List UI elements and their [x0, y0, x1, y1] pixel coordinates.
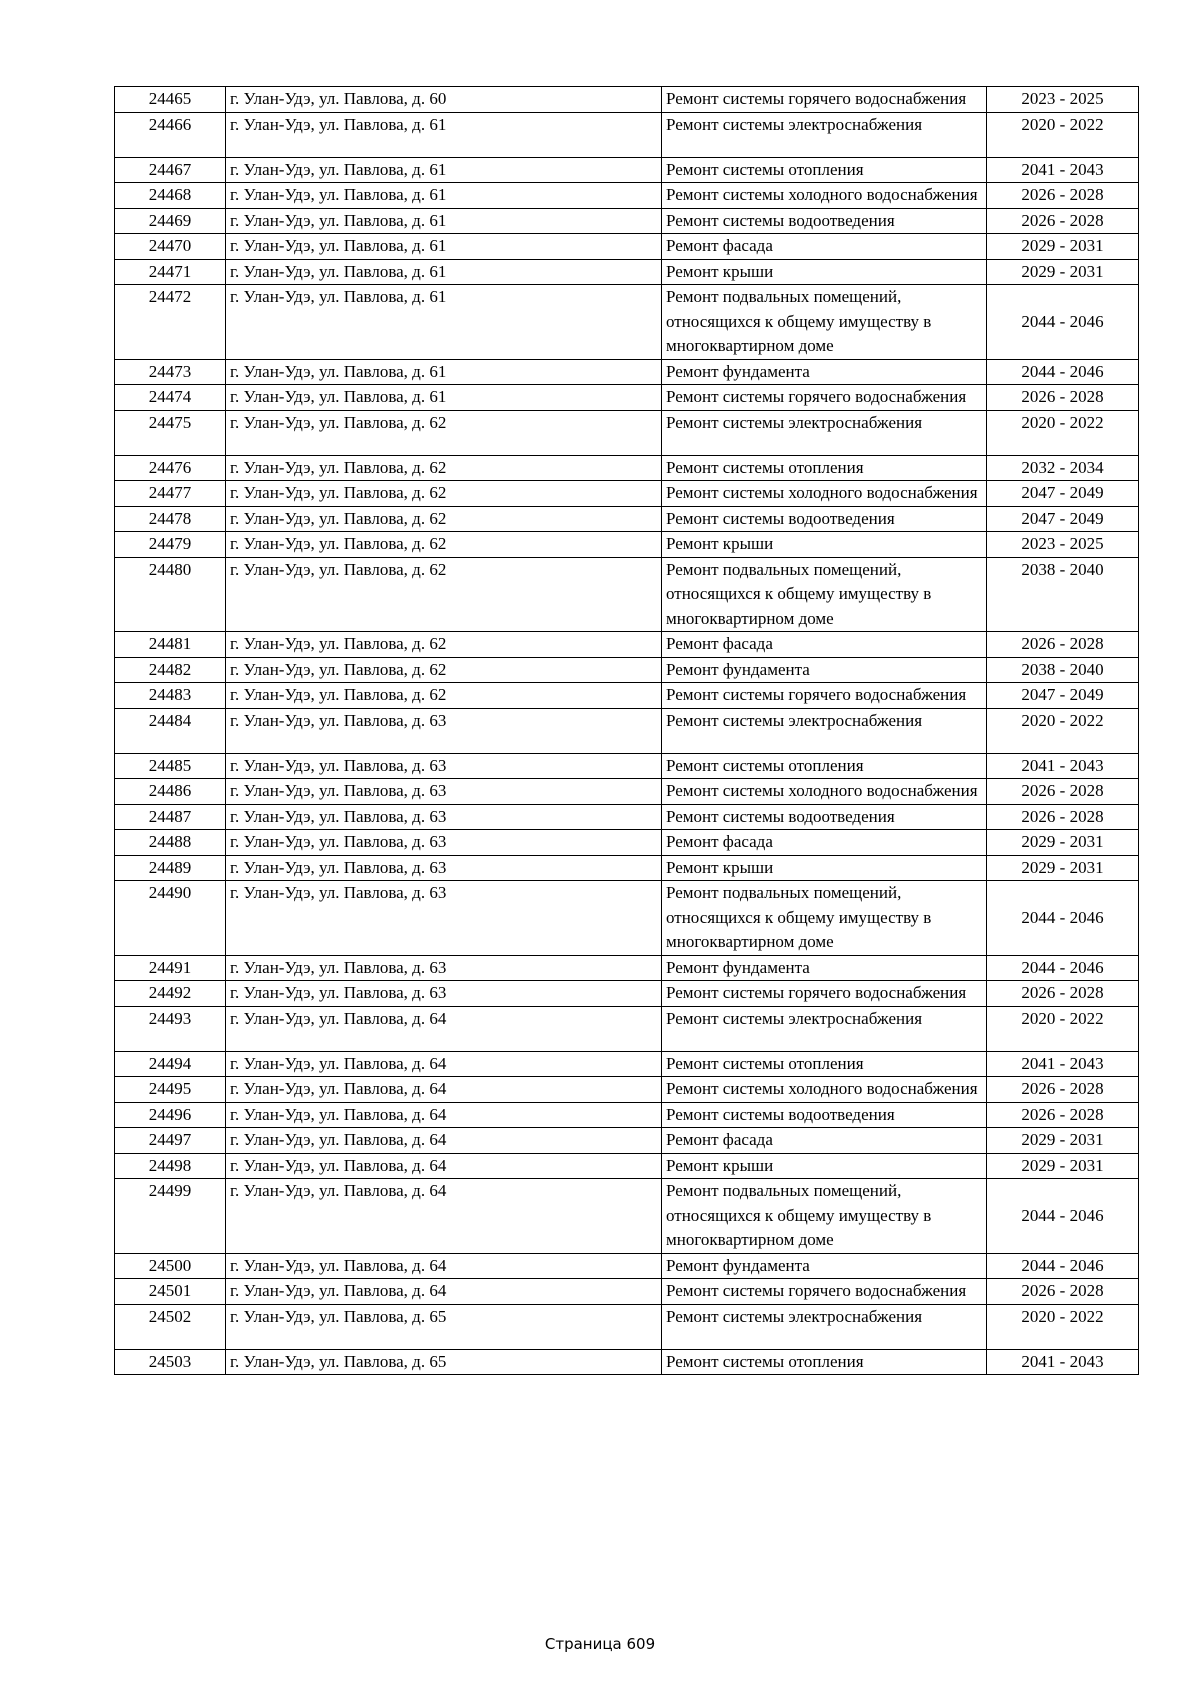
period-cell: 2020 - 2022: [987, 708, 1139, 753]
period-cell: 2044 - 2046: [987, 285, 1139, 360]
period-cell: 2044 - 2046: [987, 881, 1139, 956]
work-type-cell: Ремонт системы холодного водоснабжения: [662, 1077, 987, 1103]
address-cell: г. Улан-Удэ, ул. Павлова, д. 62: [226, 657, 662, 683]
work-type-cell: Ремонт фасада: [662, 632, 987, 658]
table-row: [115, 183, 1139, 209]
row-number-cell: 24490: [115, 881, 226, 956]
work-type-cell: Ремонт подвальных помещений, относящихся к общему имуществу в многоквартирном доме: [662, 285, 987, 360]
table-row: [115, 532, 1139, 558]
row-number-cell: 24495: [115, 1077, 226, 1103]
address-cell: г. Улан-Удэ, ул. Павлова, д. 64: [226, 1077, 662, 1103]
address-cell: г. Улан-Удэ, ул. Павлова, д. 62: [226, 506, 662, 532]
work-type-cell: Ремонт системы холодного водоснабжения: [662, 779, 987, 805]
row-number-cell: 24483: [115, 683, 226, 709]
work-type-cell: Ремонт системы отопления: [662, 1051, 987, 1077]
period-cell: 2041 - 2043: [987, 1051, 1139, 1077]
address-cell: г. Улан-Удэ, ул. Павлова, д. 63: [226, 830, 662, 856]
period-cell: 2044 - 2046: [987, 1253, 1139, 1279]
work-type-cell: Ремонт системы отопления: [662, 753, 987, 779]
table-row: [115, 1102, 1139, 1128]
row-number-cell: 24473: [115, 359, 226, 385]
address-cell: г. Улан-Удэ, ул. Павлова, д. 65: [226, 1349, 662, 1375]
address-cell: г. Улан-Удэ, ул. Павлова, д. 63: [226, 804, 662, 830]
work-type-cell: Ремонт фасада: [662, 234, 987, 260]
address-cell: г. Улан-Удэ, ул. Павлова, д. 64: [226, 1006, 662, 1051]
period-cell: 2026 - 2028: [987, 1102, 1139, 1128]
row-number-cell: 24496: [115, 1102, 226, 1128]
address-cell: г. Улан-Удэ, ул. Павлова, д. 61: [226, 112, 662, 157]
work-type-cell: Ремонт подвальных помещений, относящихся к общему имуществу в многоквартирном доме: [662, 557, 987, 632]
row-number-cell: 24491: [115, 955, 226, 981]
table-row: [115, 830, 1139, 856]
table-row: [115, 208, 1139, 234]
row-number-cell: 24468: [115, 183, 226, 209]
work-type-cell: Ремонт крыши: [662, 532, 987, 558]
period-cell: 2026 - 2028: [987, 632, 1139, 658]
table-row: [115, 1279, 1139, 1305]
period-cell: 2020 - 2022: [987, 410, 1139, 455]
table-row: [115, 557, 1139, 632]
table-row: [115, 632, 1139, 658]
table-row: [115, 1153, 1139, 1179]
row-number-cell: 24470: [115, 234, 226, 260]
table-row: [115, 285, 1139, 360]
period-cell: 2047 - 2049: [987, 506, 1139, 532]
table-row: [115, 234, 1139, 260]
period-cell: 2020 - 2022: [987, 1006, 1139, 1051]
period-cell: 2029 - 2031: [987, 830, 1139, 856]
period-cell: 2026 - 2028: [987, 779, 1139, 805]
work-type-cell: Ремонт системы горячего водоснабжения: [662, 1279, 987, 1305]
address-cell: г. Улан-Удэ, ул. Павлова, д. 65: [226, 1304, 662, 1349]
row-number-cell: 24502: [115, 1304, 226, 1349]
address-cell: г. Улан-Удэ, ул. Павлова, д. 62: [226, 481, 662, 507]
table-row: [115, 506, 1139, 532]
work-type-cell: Ремонт системы холодного водоснабжения: [662, 481, 987, 507]
period-cell: 2041 - 2043: [987, 1349, 1139, 1375]
row-number-cell: 24476: [115, 455, 226, 481]
work-type-cell: Ремонт крыши: [662, 1153, 987, 1179]
table-row: [115, 1128, 1139, 1154]
period-cell: 2041 - 2043: [987, 157, 1139, 183]
work-type-cell: Ремонт фасада: [662, 1128, 987, 1154]
period-cell: 2044 - 2046: [987, 955, 1139, 981]
row-number-cell: 24499: [115, 1179, 226, 1254]
row-number-cell: 24477: [115, 481, 226, 507]
work-type-cell: Ремонт системы горячего водоснабжения: [662, 87, 987, 113]
table-row: [115, 1077, 1139, 1103]
row-number-cell: 24481: [115, 632, 226, 658]
row-number-cell: 24485: [115, 753, 226, 779]
table-row: [115, 708, 1139, 753]
work-type-cell: Ремонт системы горячего водоснабжения: [662, 385, 987, 411]
row-number-cell: 24486: [115, 779, 226, 805]
work-type-cell: Ремонт подвальных помещений, относящихся к общему имуществу в многоквартирном доме: [662, 881, 987, 956]
table-row: [115, 683, 1139, 709]
row-number-cell: 24479: [115, 532, 226, 558]
work-type-cell: Ремонт системы горячего водоснабжения: [662, 683, 987, 709]
row-number-cell: 24500: [115, 1253, 226, 1279]
row-number-cell: 24478: [115, 506, 226, 532]
table-row: [115, 385, 1139, 411]
address-cell: г. Улан-Удэ, ул. Павлова, д. 60: [226, 87, 662, 113]
row-number-cell: 24503: [115, 1349, 226, 1375]
period-cell: 2029 - 2031: [987, 1153, 1139, 1179]
table-row: [115, 1179, 1139, 1254]
address-cell: г. Улан-Удэ, ул. Павлова, д. 62: [226, 632, 662, 658]
address-cell: г. Улан-Удэ, ул. Павлова, д. 61: [226, 259, 662, 285]
address-cell: г. Улан-Удэ, ул. Павлова, д. 62: [226, 532, 662, 558]
period-cell: 2047 - 2049: [987, 683, 1139, 709]
row-number-cell: 24497: [115, 1128, 226, 1154]
work-type-cell: Ремонт системы водоотведения: [662, 804, 987, 830]
work-type-cell: Ремонт системы отопления: [662, 157, 987, 183]
address-cell: г. Улан-Удэ, ул. Павлова, д. 61: [226, 157, 662, 183]
address-cell: г. Улан-Удэ, ул. Павлова, д. 64: [226, 1102, 662, 1128]
table-row: [115, 855, 1139, 881]
work-type-cell: Ремонт фундамента: [662, 657, 987, 683]
row-number-cell: 24487: [115, 804, 226, 830]
address-cell: г. Улан-Удэ, ул. Павлова, д. 62: [226, 455, 662, 481]
row-number-cell: 24489: [115, 855, 226, 881]
address-cell: г. Улан-Удэ, ул. Павлова, д. 63: [226, 881, 662, 956]
work-type-cell: Ремонт системы электроснабжения: [662, 1006, 987, 1051]
work-type-cell: Ремонт системы водоотведения: [662, 506, 987, 532]
address-cell: г. Улан-Удэ, ул. Павлова, д. 62: [226, 683, 662, 709]
period-cell: 2026 - 2028: [987, 1279, 1139, 1305]
period-cell: 2020 - 2022: [987, 112, 1139, 157]
table-row: [115, 259, 1139, 285]
work-type-cell: Ремонт системы отопления: [662, 1349, 987, 1375]
work-type-cell: Ремонт системы водоотведения: [662, 1102, 987, 1128]
table-row: [115, 955, 1139, 981]
address-cell: г. Улан-Удэ, ул. Павлова, д. 63: [226, 955, 662, 981]
row-number-cell: 24467: [115, 157, 226, 183]
period-cell: 2047 - 2049: [987, 481, 1139, 507]
table-row: [115, 455, 1139, 481]
work-type-cell: Ремонт фундамента: [662, 359, 987, 385]
row-number-cell: 24488: [115, 830, 226, 856]
address-cell: г. Улан-Удэ, ул. Павлова, д. 63: [226, 779, 662, 805]
work-type-cell: Ремонт системы холодного водоснабжения: [662, 183, 987, 209]
address-cell: г. Улан-Удэ, ул. Павлова, д. 64: [226, 1279, 662, 1305]
table-row: [115, 753, 1139, 779]
row-number-cell: 24498: [115, 1153, 226, 1179]
work-type-cell: Ремонт системы электроснабжения: [662, 112, 987, 157]
work-type-cell: Ремонт системы электроснабжения: [662, 708, 987, 753]
address-cell: г. Улан-Удэ, ул. Павлова, д. 61: [226, 208, 662, 234]
address-cell: г. Улан-Удэ, ул. Павлова, д. 64: [226, 1051, 662, 1077]
period-cell: 2041 - 2043: [987, 753, 1139, 779]
address-cell: г. Улан-Удэ, ул. Павлова, д. 63: [226, 981, 662, 1007]
row-number-cell: 24482: [115, 657, 226, 683]
work-type-cell: Ремонт фундамента: [662, 955, 987, 981]
works-table: [114, 86, 1139, 1375]
row-number-cell: 24494: [115, 1051, 226, 1077]
row-number-cell: 24465: [115, 87, 226, 113]
period-cell: 2026 - 2028: [987, 1077, 1139, 1103]
address-cell: г. Улан-Удэ, ул. Павлова, д. 64: [226, 1153, 662, 1179]
page-number: Страница 609: [544, 1635, 656, 1653]
work-type-cell: Ремонт крыши: [662, 855, 987, 881]
period-cell: 2026 - 2028: [987, 208, 1139, 234]
address-cell: г. Улан-Удэ, ул. Павлова, д. 62: [226, 410, 662, 455]
address-cell: г. Улан-Удэ, ул. Павлова, д. 63: [226, 708, 662, 753]
period-cell: 2023 - 2025: [987, 87, 1139, 113]
period-cell: 2038 - 2040: [987, 557, 1139, 632]
period-cell: 2026 - 2028: [987, 981, 1139, 1007]
works-table-body: [115, 87, 1139, 1375]
work-type-cell: Ремонт фасада: [662, 830, 987, 856]
row-number-cell: 24469: [115, 208, 226, 234]
table-row: [115, 804, 1139, 830]
work-type-cell: Ремонт системы электроснабжения: [662, 1304, 987, 1349]
period-cell: 2029 - 2031: [987, 855, 1139, 881]
address-cell: г. Улан-Удэ, ул. Павлова, д. 64: [226, 1253, 662, 1279]
period-cell: 2020 - 2022: [987, 1304, 1139, 1349]
table-row: [115, 981, 1139, 1007]
row-number-cell: 24493: [115, 1006, 226, 1051]
address-cell: г. Улан-Удэ, ул. Павлова, д. 61: [226, 183, 662, 209]
period-cell: 2044 - 2046: [987, 359, 1139, 385]
table-row: [115, 359, 1139, 385]
work-type-cell: Ремонт фундамента: [662, 1253, 987, 1279]
address-cell: г. Улан-Удэ, ул. Павлова, д. 61: [226, 359, 662, 385]
row-number-cell: 24484: [115, 708, 226, 753]
row-number-cell: 24480: [115, 557, 226, 632]
table-row: [115, 1051, 1139, 1077]
period-cell: 2026 - 2028: [987, 183, 1139, 209]
table-row: [115, 779, 1139, 805]
row-number-cell: 24492: [115, 981, 226, 1007]
row-number-cell: 24474: [115, 385, 226, 411]
table-row: [115, 87, 1139, 113]
table-row: [115, 1304, 1139, 1349]
table-row: [115, 481, 1139, 507]
period-cell: 2029 - 2031: [987, 259, 1139, 285]
work-type-cell: Ремонт системы отопления: [662, 455, 987, 481]
period-cell: 2044 - 2046: [987, 1179, 1139, 1254]
period-cell: 2029 - 2031: [987, 1128, 1139, 1154]
work-type-cell: Ремонт крыши: [662, 259, 987, 285]
work-type-cell: Ремонт системы горячего водоснабжения: [662, 981, 987, 1007]
row-number-cell: 24475: [115, 410, 226, 455]
table-row: [115, 1349, 1139, 1375]
address-cell: г. Улан-Удэ, ул. Павлова, д. 63: [226, 753, 662, 779]
work-type-cell: Ремонт подвальных помещений, относящихся к общему имуществу в многоквартирном доме: [662, 1179, 987, 1254]
period-cell: 2029 - 2031: [987, 234, 1139, 260]
address-cell: г. Улан-Удэ, ул. Павлова, д. 64: [226, 1179, 662, 1254]
period-cell: 2026 - 2028: [987, 385, 1139, 411]
table-row: [115, 410, 1139, 455]
address-cell: г. Улан-Удэ, ул. Павлова, д. 62: [226, 557, 662, 632]
address-cell: г. Улан-Удэ, ул. Павлова, д. 64: [226, 1128, 662, 1154]
row-number-cell: 24501: [115, 1279, 226, 1305]
period-cell: 2026 - 2028: [987, 804, 1139, 830]
period-cell: 2038 - 2040: [987, 657, 1139, 683]
table-row: [115, 1253, 1139, 1279]
row-number-cell: 24471: [115, 259, 226, 285]
address-cell: г. Улан-Удэ, ул. Павлова, д. 61: [226, 385, 662, 411]
table-row: [115, 112, 1139, 157]
table-row: [115, 157, 1139, 183]
row-number-cell: 24466: [115, 112, 226, 157]
row-number-cell: 24472: [115, 285, 226, 360]
table-row: [115, 881, 1139, 956]
work-type-cell: Ремонт системы электроснабжения: [662, 410, 987, 455]
work-type-cell: Ремонт системы водоотведения: [662, 208, 987, 234]
table-row: [115, 657, 1139, 683]
period-cell: 2023 - 2025: [987, 532, 1139, 558]
address-cell: г. Улан-Удэ, ул. Павлова, д. 61: [226, 285, 662, 360]
table-row: [115, 1006, 1139, 1051]
address-cell: г. Улан-Удэ, ул. Павлова, д. 61: [226, 234, 662, 260]
address-cell: г. Улан-Удэ, ул. Павлова, д. 63: [226, 855, 662, 881]
period-cell: 2032 - 2034: [987, 455, 1139, 481]
